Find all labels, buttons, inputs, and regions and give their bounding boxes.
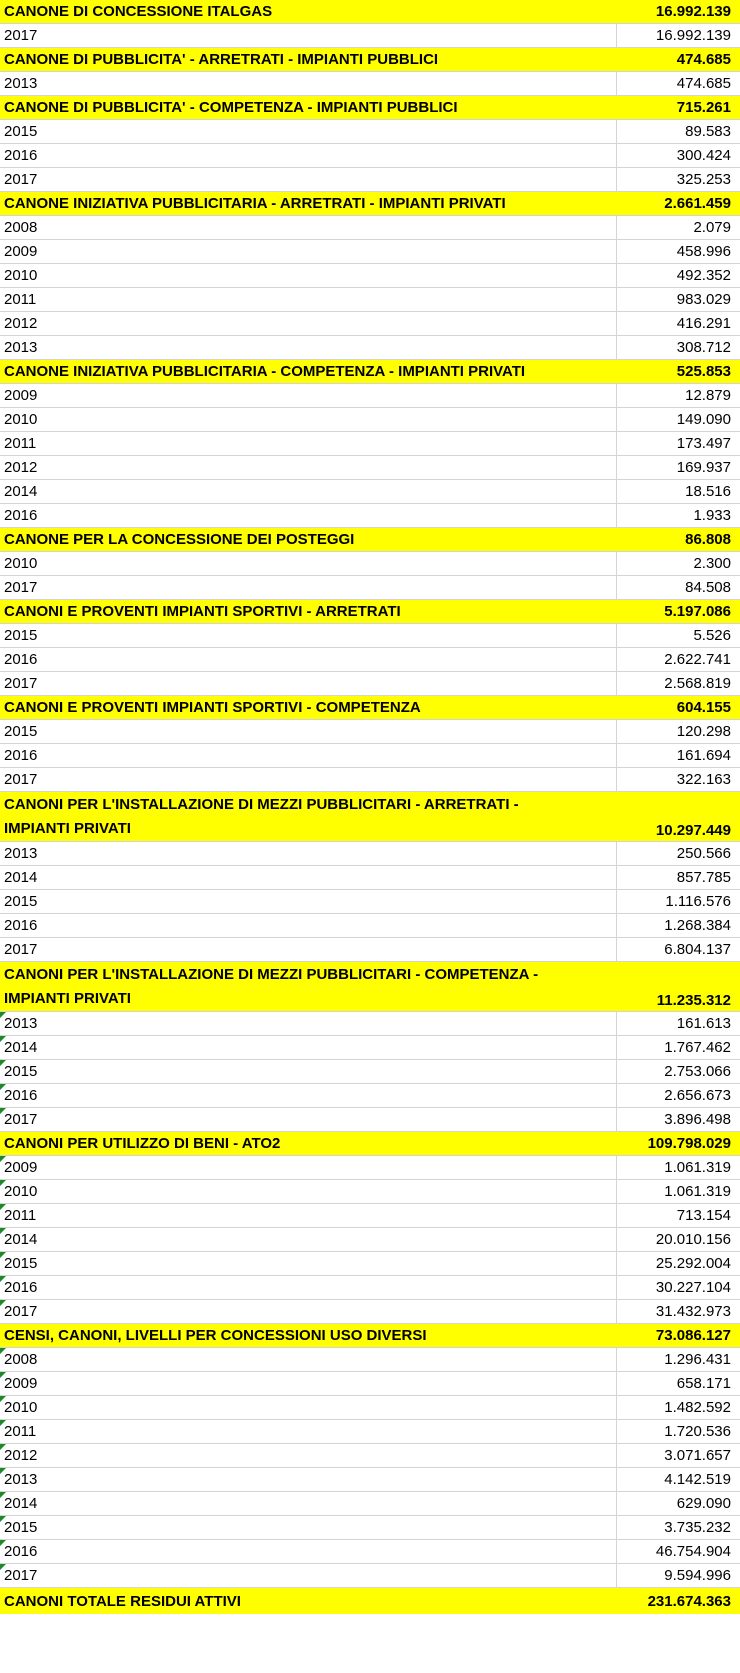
amount-cell[interactable]: 1.061.319 (664, 1183, 731, 1200)
year-row[interactable] (0, 672, 740, 696)
category-total-cell[interactable]: 525.853 (676, 363, 731, 380)
year-cell[interactable]: 2015 (0, 120, 617, 143)
amount-cell[interactable]: 1.482.592 (664, 1399, 731, 1416)
year-row[interactable] (0, 1060, 740, 1084)
year-row[interactable] (0, 264, 740, 288)
year-row[interactable] (0, 1204, 740, 1228)
year-cell[interactable]: 2017 (0, 24, 617, 47)
amount-cell[interactable]: 161.694 (676, 747, 731, 764)
text-number-warning-flag-icon (0, 1300, 6, 1306)
category-header-row[interactable] (0, 192, 740, 216)
year-cell[interactable]: 2017 (0, 672, 617, 695)
amount-cell[interactable]: 30.227.104 (655, 1279, 731, 1296)
text-number-warning-flag-icon (0, 1276, 6, 1282)
text-number-warning-flag-icon (0, 1492, 6, 1498)
amount-cell[interactable]: 1.296.431 (664, 1351, 731, 1368)
year-row[interactable] (0, 1372, 740, 1396)
amount-cell[interactable]: 2.568.819 (664, 675, 731, 692)
amount-cell[interactable]: 46.754.904 (655, 1543, 731, 1560)
amount-cell[interactable]: 161.613 (676, 1015, 731, 1032)
category-title-cell[interactable] (0, 528, 617, 551)
amount-cell[interactable]: 250.566 (676, 845, 731, 862)
amount-cell[interactable]: 458.996 (676, 243, 731, 260)
year-row[interactable] (0, 1492, 740, 1516)
category-header-row[interactable] (0, 792, 740, 842)
amount-cell[interactable]: 12.879 (685, 387, 731, 404)
year-cell[interactable]: 2014 (0, 1036, 617, 1059)
text-number-warning-flag-icon (0, 1540, 6, 1546)
category-header-row[interactable] (0, 528, 740, 552)
year-row[interactable] (0, 1276, 740, 1300)
category-total-cell[interactable]: 474.685 (676, 51, 731, 68)
category-header-row[interactable] (0, 696, 740, 720)
year-cell[interactable]: 2017 (0, 1564, 617, 1587)
amount-cell[interactable]: 149.090 (676, 411, 731, 428)
category-title-continued: IMPIANTI PRIVATI (4, 819, 131, 837)
amount-cell[interactable]: 2.079 (693, 219, 731, 236)
text-number-warning-flag-icon (0, 1228, 6, 1234)
category-title: CANONI PER L'INSTALLAZIONE DI MEZZI PUBBLICITARI - ARRETRATI - (4, 795, 519, 813)
amount-cell[interactable]: 1.116.576 (665, 893, 731, 910)
year-cell[interactable]: 2013 (0, 336, 617, 359)
year-row[interactable] (0, 480, 740, 504)
year-cell[interactable]: 2017 (0, 576, 617, 599)
year-row[interactable] (0, 1348, 740, 1372)
year-row[interactable] (0, 1468, 740, 1492)
year-cell[interactable]: 2014 (0, 1228, 617, 1251)
year-cell[interactable]: 2009 (0, 240, 617, 263)
year-row[interactable] (0, 1180, 740, 1204)
text-number-warning-flag-icon (0, 1180, 6, 1186)
year-cell[interactable]: 2016 (0, 1276, 617, 1299)
amount-cell[interactable]: 3.071.657 (664, 1447, 731, 1464)
category-title-cell[interactable] (0, 0, 617, 23)
text-number-warning-flag-icon (0, 1156, 6, 1162)
text-number-warning-flag-icon (0, 1012, 6, 1018)
year-row[interactable] (0, 312, 740, 336)
text-number-warning-flag-icon (0, 1564, 6, 1570)
year-cell[interactable]: 2015 (0, 1516, 617, 1539)
amount-cell[interactable]: 322.163 (676, 771, 731, 788)
text-number-warning-flag-icon (0, 1036, 6, 1042)
year-cell[interactable]: 2012 (0, 456, 617, 479)
text-number-warning-flag-icon (0, 1204, 6, 1210)
amount-cell[interactable]: 474.685 (676, 75, 731, 92)
year-cell[interactable]: 2010 (0, 1180, 617, 1203)
category-total-cell[interactable]: 2.661.459 (664, 195, 731, 212)
category-header-row[interactable] (0, 0, 740, 24)
category-total-cell[interactable]: 11.235.312 (656, 992, 731, 1009)
category-header-row[interactable] (0, 600, 740, 624)
year-cell[interactable]: 2015 (0, 624, 617, 647)
year-row[interactable] (0, 336, 740, 360)
category-title: CANONE DI PUBBLICITA' - COMPETENZA - IMPIANTI PUBBLICI (4, 99, 458, 116)
text-number-warning-flag-icon (0, 1084, 6, 1090)
year-cell[interactable]: 2009 (0, 1156, 617, 1179)
category-total-cell[interactable]: 73.086.127 (655, 1327, 731, 1344)
amount-cell[interactable]: 169.937 (676, 459, 731, 476)
text-number-warning-flag-icon (0, 1060, 6, 1066)
year-cell[interactable]: 2013 (0, 1012, 617, 1035)
amount-cell[interactable]: 492.352 (676, 267, 731, 284)
year-row[interactable] (0, 144, 740, 168)
category-title: CANONE INIZIATIVA PUBBLICITARIA - ARRETRATI - IMPIANTI PRIVATI (4, 195, 506, 212)
year-row[interactable] (0, 168, 740, 192)
year-cell[interactable]: 2011 (0, 1420, 617, 1443)
category-title: CANONI E PROVENTI IMPIANTI SPORTIVI - COMPETENZA (4, 699, 421, 716)
year-cell[interactable]: 2011 (0, 432, 617, 455)
year-cell[interactable]: 2016 (0, 648, 617, 671)
text-number-warning-flag-icon (0, 1252, 6, 1258)
grand-total-value[interactable]: 231.674.363 (647, 1592, 731, 1610)
year-row[interactable] (0, 842, 740, 866)
text-number-warning-flag-icon (0, 1516, 6, 1522)
category-title: CANONI PER L'INSTALLAZIONE DI MEZZI PUBBLICITARI - COMPETENZA - (4, 965, 539, 983)
category-total-cell[interactable]: 715.261 (676, 99, 731, 116)
year-cell[interactable]: 2017 (0, 938, 617, 961)
year-row[interactable] (0, 240, 740, 264)
year-cell[interactable]: 2012 (0, 312, 617, 335)
year-row[interactable] (0, 648, 740, 672)
year-cell[interactable]: 2015 (0, 720, 617, 743)
category-header-row[interactable] (0, 360, 740, 384)
text-number-warning-flag-icon (0, 1348, 6, 1354)
category-title-cell[interactable] (0, 1324, 617, 1347)
category-title-cell[interactable] (0, 600, 617, 623)
text-number-warning-flag-icon (0, 1444, 6, 1450)
category-title-cell[interactable] (0, 1132, 617, 1155)
category-title-cell[interactable] (0, 792, 617, 841)
amount-cell[interactable]: 89.583 (685, 123, 731, 140)
amount-cell[interactable]: 18.516 (685, 483, 731, 500)
year-cell[interactable]: 2017 (0, 168, 617, 191)
year-row[interactable] (0, 624, 740, 648)
year-row[interactable] (0, 72, 740, 96)
category-total-cell[interactable]: 10.297.449 (655, 822, 731, 839)
year-row[interactable] (0, 1444, 740, 1468)
year-row[interactable] (0, 1084, 740, 1108)
year-row[interactable] (0, 720, 740, 744)
amount-cell[interactable]: 16.992.139 (655, 27, 731, 44)
year-cell[interactable]: 2015 (0, 890, 617, 913)
year-row[interactable] (0, 1420, 740, 1444)
category-header-row[interactable] (0, 96, 740, 120)
category-total-cell[interactable]: 5.197.086 (664, 603, 731, 620)
amount-cell[interactable]: 3.896.498 (664, 1111, 731, 1128)
year-row[interactable] (0, 1396, 740, 1420)
text-number-warning-flag-icon (0, 1108, 6, 1114)
year-row[interactable] (0, 914, 740, 938)
text-number-warning-flag-icon (0, 1396, 6, 1402)
category-total-cell[interactable]: 16.992.139 (655, 3, 731, 20)
amount-cell[interactable]: 3.735.232 (664, 1519, 731, 1536)
text-number-warning-flag-icon (0, 1372, 6, 1378)
category-title-cell[interactable] (0, 96, 617, 119)
category-title: CANONE DI PUBBLICITA' - ARRETRATI - IMPIANTI PUBBLICI (4, 51, 439, 68)
amount-cell[interactable]: 658.171 (676, 1375, 731, 1392)
year-cell[interactable]: 2008 (0, 216, 617, 239)
year-cell[interactable]: 2016 (0, 1084, 617, 1107)
year-cell[interactable]: 2017 (0, 1300, 617, 1323)
year-cell[interactable]: 2010 (0, 552, 617, 575)
text-number-warning-flag-icon (0, 1420, 6, 1426)
year-row[interactable] (0, 552, 740, 576)
category-title: CANONE INIZIATIVA PUBBLICITARIA - COMPETENZA - IMPIANTI PRIVATI (4, 363, 526, 380)
category-title: CENSI, CANONI, LIVELLI PER CONCESSIONI USO DIVERSI (4, 1327, 427, 1344)
amount-cell[interactable]: 5.526 (693, 627, 731, 644)
year-cell[interactable]: 2014 (0, 1492, 617, 1515)
year-cell[interactable]: 2014 (0, 866, 617, 889)
year-cell[interactable]: 2016 (0, 144, 617, 167)
year-row[interactable] (0, 1540, 740, 1564)
category-total-cell[interactable]: 109.798.029 (647, 1135, 731, 1152)
amount-cell[interactable]: 308.712 (676, 339, 731, 356)
grand-total-label[interactable]: CANONI TOTALE RESIDUI ATTIVI (0, 1588, 617, 1614)
amount-cell[interactable]: 120.298 (676, 723, 731, 740)
year-row[interactable] (0, 1108, 740, 1132)
category-title-cell[interactable] (0, 360, 617, 383)
year-row[interactable] (0, 866, 740, 890)
year-row[interactable] (0, 576, 740, 600)
amount-cell[interactable]: 1.268.384 (664, 917, 731, 934)
year-row[interactable] (0, 1012, 740, 1036)
year-row[interactable] (0, 384, 740, 408)
amount-cell[interactable]: 4.142.519 (664, 1471, 731, 1488)
year-row[interactable] (0, 24, 740, 48)
category-header-row[interactable] (0, 1132, 740, 1156)
year-row[interactable] (0, 504, 740, 528)
category-header-row[interactable] (0, 1324, 740, 1348)
amount-cell[interactable]: 6.804.137 (664, 941, 731, 958)
year-row[interactable] (0, 744, 740, 768)
grand-total-row[interactable] (0, 1588, 740, 1614)
year-cell[interactable]: 2010 (0, 264, 617, 287)
amount-cell[interactable]: 25.292.004 (655, 1255, 731, 1272)
amount-cell[interactable]: 2.656.673 (664, 1087, 731, 1104)
year-cell[interactable]: 2008 (0, 1348, 617, 1371)
category-header-row[interactable] (0, 962, 740, 1012)
category-total-cell[interactable]: 86.808 (685, 531, 731, 548)
category-title: CANONI E PROVENTI IMPIANTI SPORTIVI - ARRETRATI (4, 603, 401, 620)
category-title-cell[interactable] (0, 696, 617, 719)
year-row[interactable] (0, 456, 740, 480)
year-row[interactable] (0, 1564, 740, 1588)
year-cell[interactable]: 2015 (0, 1060, 617, 1083)
amount-cell[interactable]: 325.253 (676, 171, 731, 188)
amount-cell[interactable]: 983.029 (676, 291, 731, 308)
amount-cell[interactable]: 1.061.319 (664, 1159, 731, 1176)
amount-cell[interactable]: 2.622.741 (664, 651, 731, 668)
category-title: CANONE DI CONCESSIONE ITALGAS (4, 3, 273, 20)
year-row[interactable] (0, 1036, 740, 1060)
year-cell[interactable]: 2011 (0, 288, 617, 311)
amount-cell[interactable]: 300.424 (676, 147, 731, 164)
year-row[interactable] (0, 288, 740, 312)
category-total-cell[interactable]: 604.155 (676, 699, 731, 716)
amount-cell[interactable]: 1.767.462 (664, 1039, 731, 1056)
year-cell[interactable]: 2017 (0, 1108, 617, 1131)
year-row[interactable] (0, 768, 740, 792)
year-row[interactable] (0, 1516, 740, 1540)
amount-cell[interactable]: 416.291 (676, 315, 731, 332)
year-row[interactable] (0, 408, 740, 432)
year-cell[interactable]: 2013 (0, 842, 617, 865)
category-title-cell[interactable] (0, 48, 617, 71)
year-cell[interactable]: 2015 (0, 1252, 617, 1275)
category-header-row[interactable] (0, 48, 740, 72)
amount-cell[interactable]: 9.594.996 (664, 1567, 731, 1584)
year-cell[interactable]: 2010 (0, 1396, 617, 1419)
amount-cell[interactable]: 2.300 (693, 555, 731, 572)
year-cell[interactable]: 2012 (0, 1444, 617, 1467)
category-title-cell[interactable] (0, 962, 617, 1011)
year-row[interactable] (0, 1252, 740, 1276)
amount-cell[interactable]: 2.753.066 (664, 1063, 731, 1080)
amount-cell[interactable]: 857.785 (676, 869, 731, 886)
text-number-warning-flag-icon (0, 1468, 6, 1474)
year-row[interactable] (0, 890, 740, 914)
year-row[interactable] (0, 1300, 740, 1324)
year-row[interactable] (0, 120, 740, 144)
amount-cell[interactable]: 1.720.536 (664, 1423, 731, 1440)
category-title-continued: IMPIANTI PRIVATI (4, 989, 131, 1007)
year-cell[interactable]: 2017 (0, 768, 617, 791)
year-cell[interactable]: 2011 (0, 1204, 617, 1227)
year-row[interactable] (0, 216, 740, 240)
year-cell[interactable]: 2013 (0, 72, 617, 95)
year-cell[interactable]: 2013 (0, 1468, 617, 1491)
year-cell[interactable]: 2016 (0, 914, 617, 937)
year-cell[interactable]: 2009 (0, 1372, 617, 1395)
amount-cell[interactable]: 629.090 (676, 1495, 731, 1512)
amount-cell[interactable]: 20.010.156 (655, 1231, 731, 1248)
year-cell[interactable]: 2014 (0, 480, 617, 503)
year-cell[interactable]: 2016 (0, 504, 617, 527)
year-row[interactable] (0, 938, 740, 962)
category-title: CANONE PER LA CONCESSIONE DEI POSTEGGI (4, 531, 355, 548)
year-cell[interactable]: 2016 (0, 744, 617, 767)
year-cell[interactable]: 2016 (0, 1540, 617, 1563)
amount-cell[interactable]: 31.432.973 (655, 1303, 731, 1320)
amount-cell[interactable]: 713.154 (676, 1207, 731, 1224)
category-title-cell[interactable] (0, 192, 617, 215)
year-cell[interactable]: 2010 (0, 408, 617, 431)
year-row[interactable] (0, 1156, 740, 1180)
year-cell[interactable]: 2009 (0, 384, 617, 407)
amount-cell[interactable]: 1.933 (693, 507, 731, 524)
amount-cell[interactable]: 84.508 (685, 579, 731, 596)
year-row[interactable] (0, 432, 740, 456)
amount-cell[interactable]: 173.497 (676, 435, 731, 452)
category-title: CANONI PER UTILIZZO DI BENI - ATO2 (4, 1135, 281, 1152)
year-row[interactable] (0, 1228, 740, 1252)
